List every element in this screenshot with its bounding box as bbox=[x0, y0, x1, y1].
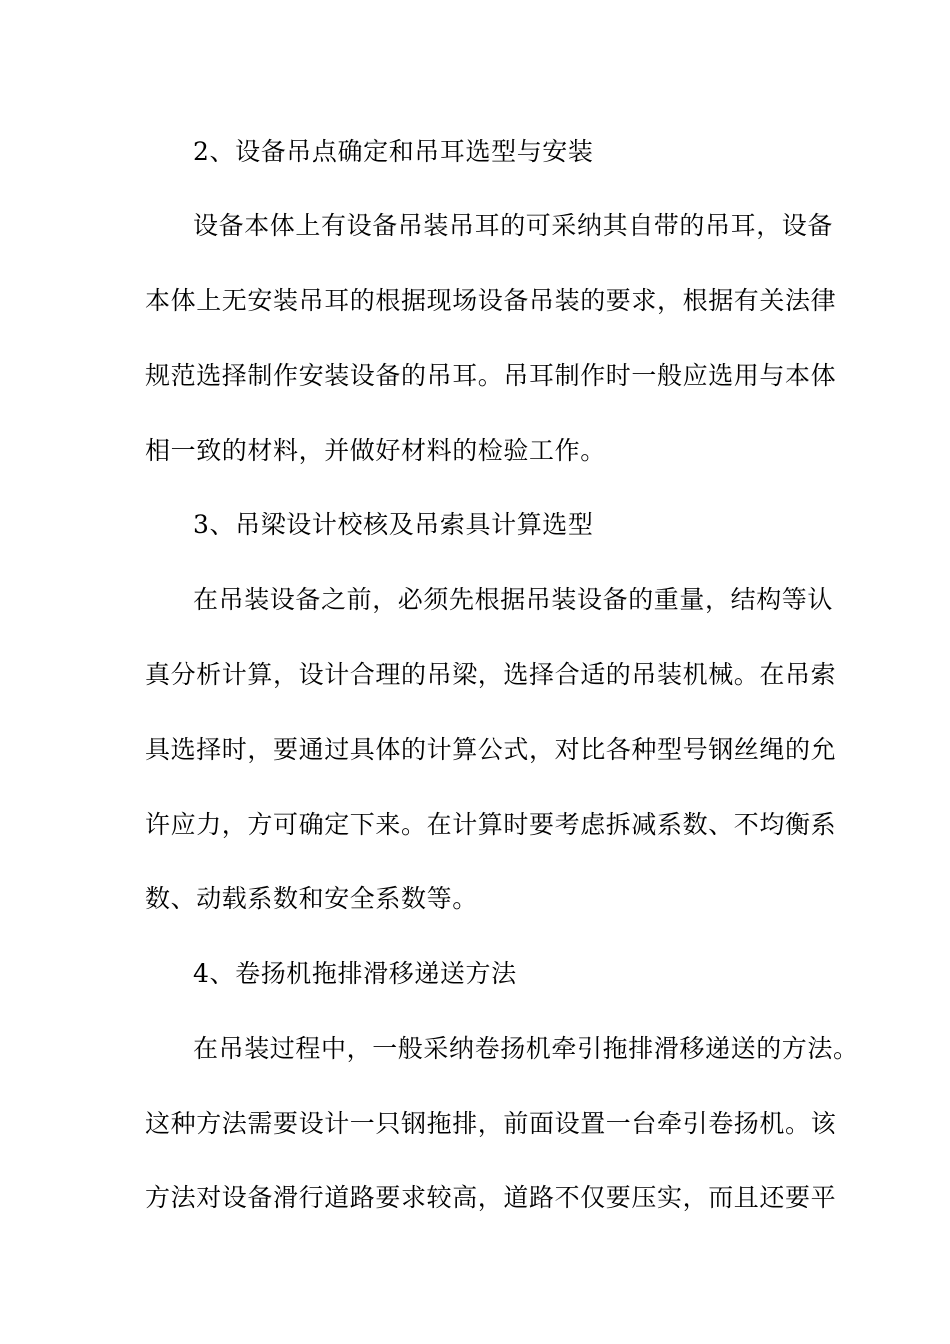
paragraph-line: 相一致的材料，并做好材料的检验工作。 bbox=[145, 436, 606, 465]
paragraph-line: 这种方法需要设计一只钢拖排，前面设置一台牵引卷扬机。该 bbox=[145, 1109, 837, 1138]
heading-section-3: 3、吊梁设计校核及吊索具计算选型 bbox=[193, 510, 594, 539]
paragraph-line: 设备本体上有设备吊装吊耳的可采纳其自带的吊耳，设备 bbox=[193, 211, 834, 240]
paragraph-line: 在吊装设备之前，必须先根据吊装设备的重量，结构等认 bbox=[193, 585, 834, 614]
paragraph-line: 真分析计算，设计合理的吊梁，选择合适的吊装机械。在吊索 bbox=[145, 660, 837, 689]
paragraph-line: 在吊装过程中，一般采纳卷扬机牵引拖排滑移递送的方法。 bbox=[193, 1034, 859, 1063]
paragraph-line: 本体上无安装吊耳的根据现场设备吊装的要求，根据有关法律 bbox=[145, 286, 837, 315]
paragraph-line: 具选择时，要通过具体的计算公式，对比各种型号钢丝绳的允 bbox=[145, 735, 837, 764]
paragraph-line: 规范选择制作安装设备的吊耳。吊耳制作时一般应选用与本体 bbox=[145, 361, 837, 390]
heading-section-4: 4、卷扬机拖排滑移递送方法 bbox=[193, 959, 517, 988]
paragraph-line: 许应力，方可确定下来。在计算时要考虑拆减系数、不均衡系 bbox=[145, 810, 837, 839]
heading-section-2: 2、设备吊点确定和吊耳选型与安装 bbox=[193, 137, 594, 166]
paragraph-line: 方法对设备滑行道路要求较高，道路不仅要压实，而且还要平 bbox=[145, 1183, 837, 1212]
paragraph-line: 数、动载系数和安全系数等。 bbox=[145, 884, 478, 913]
